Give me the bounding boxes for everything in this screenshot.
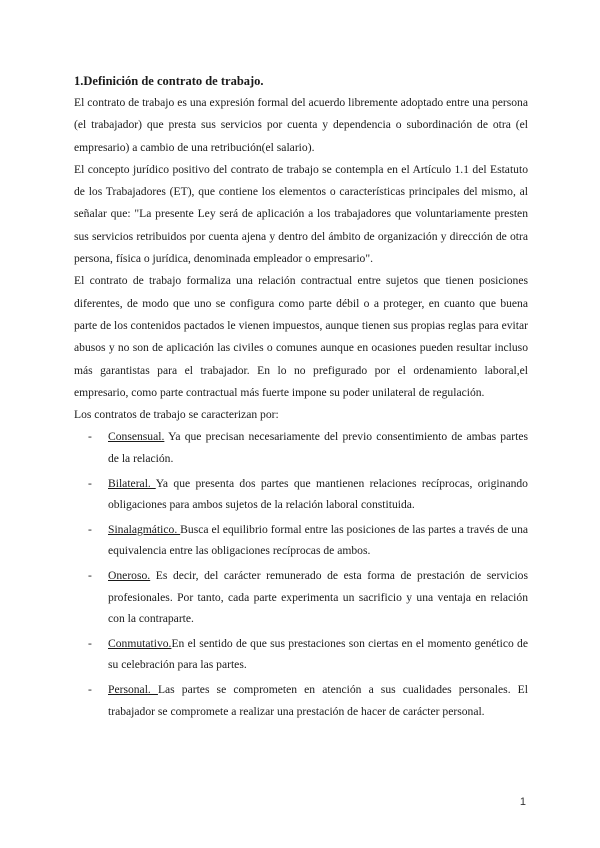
description-personal: Las partes se comprometen en atención a sus cualidades personales. El trabajador se compromete a realizar una prestación de hacer de carácter personal. bbox=[108, 682, 528, 718]
list-dash: - bbox=[88, 682, 92, 696]
description-consensual: Ya que precisan necesariamente del previo consentimiento de ambas partes de la relación. bbox=[108, 430, 528, 466]
list-dash: - bbox=[88, 476, 92, 490]
page-number: 1 bbox=[519, 796, 526, 808]
list-item-consensual bbox=[74, 426, 528, 469]
list-dash: - bbox=[88, 636, 92, 650]
term-sinalagmatico: Sinalagmático. bbox=[108, 522, 181, 536]
list-dash: - bbox=[88, 430, 92, 444]
section-heading: 1.Definición de contrato de trabajo. bbox=[74, 74, 264, 88]
description-conmutativo: En el sentido de que sus prestaciones son ciertas en el momento genético de su celebración para las partes. bbox=[108, 636, 528, 672]
list-dash: - bbox=[88, 522, 92, 536]
characteristics-list bbox=[74, 426, 528, 722]
list-item-personal bbox=[74, 679, 528, 722]
list-item-sinalagmatico bbox=[74, 519, 528, 562]
paragraph-legal-concept: El concepto jurídico positivo del contrato de trabajo se contempla en el Artículo 1.1 del Estatuto de los Trabajadores (ET), que contiene los elementos o características principales del mismo, al señalar que: "La presente Ley será de aplicación a los trabajadores que voluntariamente presten sus servicios retribuidos por cuenta ajena y dentro del ámbito de organización y dirección de otra persona, física o jurídica, denominada empleador o empresario". bbox=[74, 162, 528, 266]
description-oneroso: Es decir, del carácter remunerado de esta forma de prestación de servicios profesionales. Por tanto, cada parte experimenta un sacrificio y una ventaja en relación con la contraparte. bbox=[108, 569, 528, 626]
document-page bbox=[74, 70, 528, 725]
paragraph-definition: El contrato de trabajo es una expresión formal del acuerdo libremente adoptado entre una persona (el trabajador) que presta sus servicios por cuenta y dependencia o subordinación de otra (el empresario) a cambio de una retribución(el salario). bbox=[74, 96, 528, 154]
list-dash: - bbox=[88, 569, 92, 583]
description-bilateral: Ya que presenta dos partes que mantienen relaciones recíprocas, originando obligaciones para ambos sujetos de la relación laboral constituida. bbox=[108, 476, 528, 512]
term-oneroso: Oneroso. bbox=[108, 569, 151, 583]
list-item-conmutativo bbox=[74, 633, 528, 676]
term-bilateral: Bilateral. bbox=[108, 476, 156, 490]
description-sinalagmatico: Busca el equilibrio formal entre las posiciones de las partes a través de una equivalencia entre las obligaciones recíprocas de ambos. bbox=[108, 522, 529, 558]
term-consensual: Consensual. bbox=[108, 430, 165, 444]
term-personal: Personal. bbox=[108, 682, 158, 696]
paragraph-contractual-relation: El contrato de trabajo formaliza una relación contractual entre sujetos que tienen posiciones diferentes, de modo que uno se configura como parte débil o a proteger, en cuanto que buena parte de los contenidos pactados le vienen impuestos, aunque tienen sus propias reglas para evitar abusos y no son de aplicación las civiles o comunes aunque en ocasiones pueden resultar incluso más garantistas para el trabajador. En lo no prefigurado por el ordenamiento laboral,el empresario, como parte contractual más fuerte impone su poder unilateral de regulación. bbox=[74, 274, 528, 399]
paragraph-list-intro: Los contratos de trabajo se caracterizan por: bbox=[74, 408, 279, 422]
list-item-bilateral bbox=[74, 473, 528, 516]
term-conmutativo: Conmutativo. bbox=[108, 636, 172, 650]
list-item-oneroso bbox=[74, 565, 528, 630]
